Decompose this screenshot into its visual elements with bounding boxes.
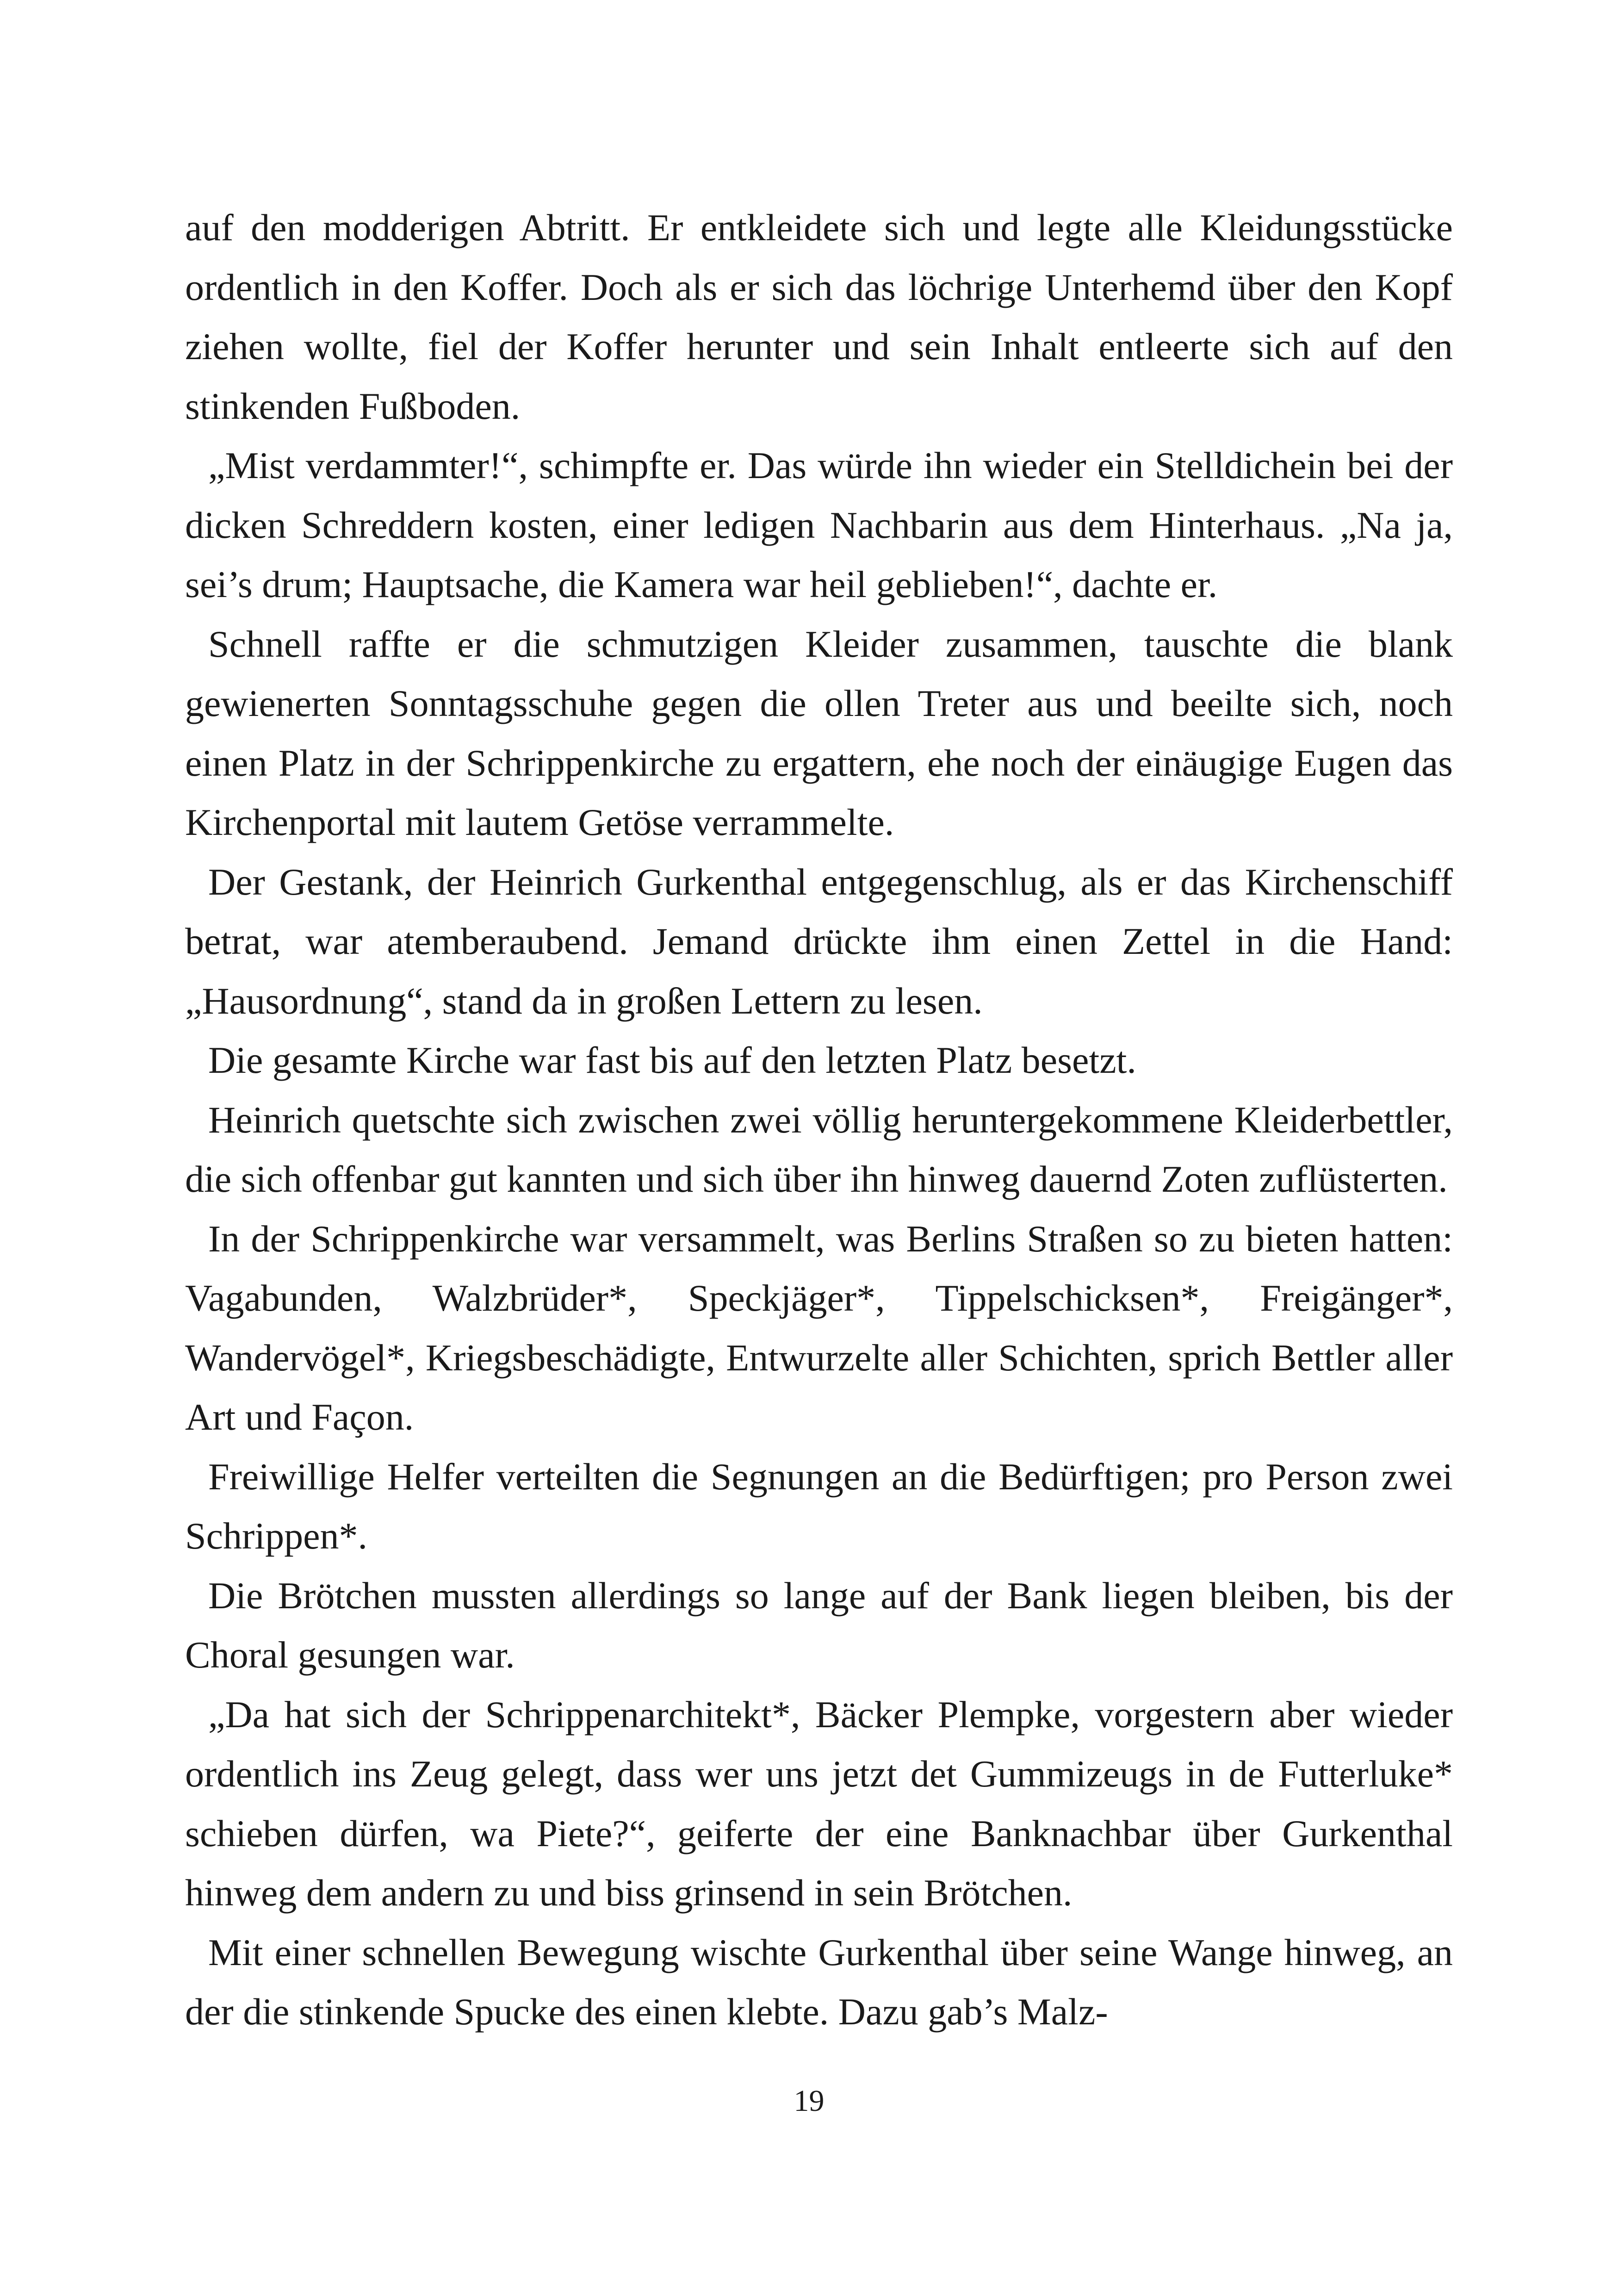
paragraph-4: Der Gestank, der Heinrich Gurkenthal entgegenschlug, als er das Kirchenschiff betrat, war atemberaubend. Jemand drückte ihm einen Zettel in die Hand: „Hausordnung“, stand da in großen Lettern zu lesen. <box>185 860 1453 1022</box>
paragraph-9: Die Brötchen mussten allerdings so lange auf der Bank liegen bleiben, bis der Choral gesungen war. <box>185 1574 1453 1676</box>
paragraph-5: Die gesamte Kirche war fast bis auf den letzten Platz besetzt. <box>208 1039 1136 1081</box>
paragraph-10: „Da hat sich der Schrippenarchitekt*, Bäcker Plempke, vorgestern aber wieder ordentlich ins Zeug gelegt, dass wer uns jetzt det Gummizeugs in de Futterluke* schieben dürfen, wa Piete?“, geiferte der eine Banknachbar über Gurkenthal hinweg dem andern zu und biss grinsend in sein Brötchen. <box>185 1693 1453 1914</box>
paragraph-8: Freiwillige Helfer verteilten die Segnungen an die Bedürftigen; pro Person zwei Schrippen*. <box>185 1455 1453 1557</box>
paragraph-7: In der Schrippenkirche war versammelt, was Berlins Straßen so zu bieten hatten: Vagabunden, Walzbrüder*, Speckjäger*, Tippelschicksen*, Freigänger*, Wandervögel*, Kriegsbeschädigte, Entwurzelte aller Schichten, sprich Bettler aller Art und Façon. <box>185 1217 1453 1438</box>
body-text <box>185 198 1453 2042</box>
paragraph-1: auf den modderigen Abtritt. Er entkleidete sich und legte alle Kleidungsstücke ordentlich in den Koffer. Doch als er sich das löchrige Unterhemd über den Kopf ziehen wollte, fiel der Koffer herunter und sein Inhalt entleerte sich auf den stinkenden Fußboden. <box>185 206 1453 427</box>
page-number: 19 <box>794 2084 824 2118</box>
paragraph-6: Heinrich quetschte sich zwischen zwei völlig heruntergekommene Kleiderbettler, die sich offenbar gut kannten und sich über ihn hinweg dauernd Zoten zuflüsterten. <box>185 1098 1453 1200</box>
paragraph-3: Schnell raffte er die schmutzigen Kleider zusammen, tauschte die blank gewienerten Sonntagsschuhe gegen die ollen Treter aus und beeilte sich, noch einen Platz in der Schrippenkirche zu ergattern, ehe noch der einäugige Eugen das Kirchenportal mit lautem Getöse verrammelte. <box>185 622 1453 843</box>
paragraph-2: „Mist verdammter!“, schimpfte er. Das würde ihn wieder ein Stelldichein bei der dicken Schreddern kosten, einer ledigen Nachbarin aus dem Hinterhaus. „Na ja, sei’s drum; Hauptsache, die Kamera war heil geblieben!“, dachte er. <box>185 444 1453 605</box>
paragraph-11: Mit einer schnellen Bewegung wischte Gurkenthal über seine Wange hinweg, an der die stinkende Spucke des einen klebte. Dazu gab’s Malz- <box>185 1931 1453 2033</box>
